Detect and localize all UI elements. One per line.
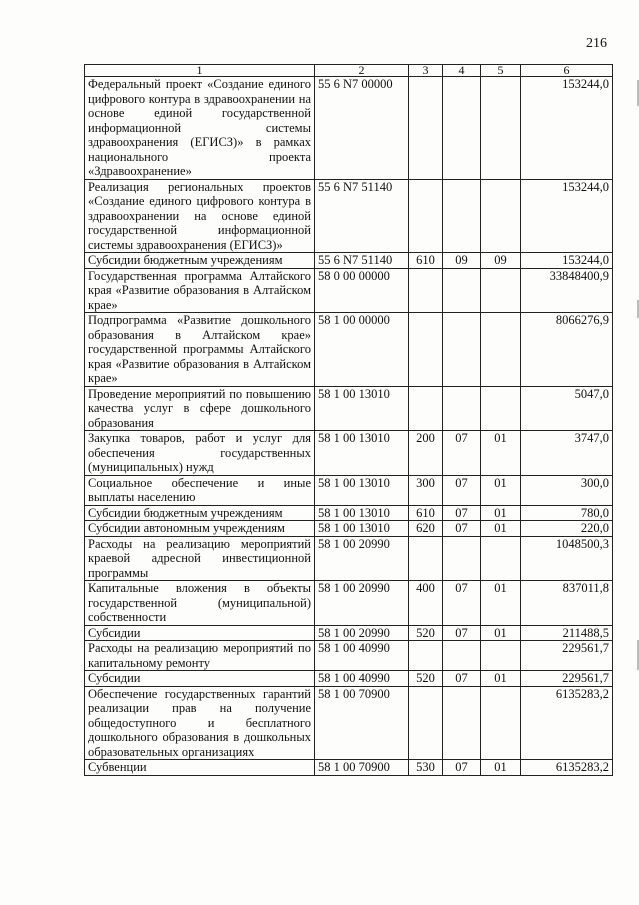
budget-table (84, 64, 613, 776)
row-pr-cell: 09 (481, 253, 521, 269)
row-pr-cell: 01 (481, 475, 521, 505)
row-code-cell: 58 0 00 00000 (315, 268, 409, 313)
row-vr-cell: 520 (409, 625, 443, 641)
row-vr-cell (409, 77, 443, 180)
row-pr-cell: 01 (481, 521, 521, 537)
table-row (85, 625, 613, 641)
row-sum-cell: 837011,8 (521, 581, 613, 626)
table-row (85, 253, 613, 269)
row-rz-cell: 07 (443, 671, 481, 687)
row-code-cell: 58 1 00 13010 (315, 386, 409, 431)
row-pr-cell: 01 (481, 671, 521, 687)
row-pr-cell (481, 686, 521, 760)
row-vr-cell (409, 313, 443, 387)
row-name-cell: Субсидии (85, 625, 315, 641)
row-name-cell: Субвенции (85, 760, 315, 776)
row-sum-cell: 33848400,9 (521, 268, 613, 313)
row-code-cell: 58 1 00 20990 (315, 581, 409, 626)
table-row (85, 179, 613, 253)
row-name-cell: Федеральный проект «Создание единого цифрового контура в здравоохранении на основе единой государственной информационной системы здравоохранения (ЕГИСЗ)» в рамках национального проекта «Здравоохранение» (85, 77, 315, 180)
row-code-cell: 58 1 00 13010 (315, 521, 409, 537)
row-pr-cell (481, 641, 521, 671)
table-row (85, 686, 613, 760)
row-name-cell: Субсидии (85, 671, 315, 687)
row-code-cell: 58 1 00 40990 (315, 671, 409, 687)
column-header: 1 (85, 65, 315, 77)
row-rz-cell (443, 179, 481, 253)
row-code-cell: 55 6 N7 51140 (315, 179, 409, 253)
row-rz-cell: 07 (443, 505, 481, 521)
row-vr-cell (409, 536, 443, 581)
row-code-cell: 58 1 00 40990 (315, 641, 409, 671)
table-row (85, 536, 613, 581)
row-code-cell: 58 1 00 00000 (315, 313, 409, 387)
row-name-cell: Реализация региональных проектов «Создание единого цифрового контура в здравоохранении на основе единой государственной информационной системы здравоохранения (ЕГИСЗ)» (85, 179, 315, 253)
row-rz-cell: 07 (443, 625, 481, 641)
row-name-cell: Капитальные вложения в объекты государственной (муниципальной) собственности (85, 581, 315, 626)
row-name-cell: Подпрограмма «Развитие дошкольного образования в Алтайском крае» государственной программы Алтайского края «Развитие образования в Алтайском крае» (85, 313, 315, 387)
row-code-cell: 58 1 00 13010 (315, 431, 409, 476)
row-pr-cell (481, 313, 521, 387)
row-pr-cell (481, 268, 521, 313)
row-sum-cell: 8066276,9 (521, 313, 613, 387)
row-sum-cell: 3747,0 (521, 431, 613, 476)
row-pr-cell: 01 (481, 760, 521, 776)
row-vr-cell: 530 (409, 760, 443, 776)
row-code-cell: 58 1 00 70900 (315, 760, 409, 776)
row-name-cell: Социальное обеспечение и иные выплаты населению (85, 475, 315, 505)
row-sum-cell: 229561,7 (521, 671, 613, 687)
row-name-cell: Субсидии бюджетным учреждениям (85, 505, 315, 521)
row-rz-cell: 07 (443, 431, 481, 476)
table-row (85, 760, 613, 776)
row-code-cell: 58 1 00 13010 (315, 475, 409, 505)
row-sum-cell: 300,0 (521, 475, 613, 505)
row-pr-cell: 01 (481, 625, 521, 641)
row-vr-cell: 620 (409, 521, 443, 537)
row-vr-cell (409, 268, 443, 313)
row-sum-cell: 229561,7 (521, 641, 613, 671)
row-vr-cell (409, 641, 443, 671)
column-header: 5 (481, 65, 521, 77)
row-vr-cell: 520 (409, 671, 443, 687)
row-code-cell: 58 1 00 70900 (315, 686, 409, 760)
row-rz-cell (443, 686, 481, 760)
row-pr-cell (481, 179, 521, 253)
row-rz-cell (443, 77, 481, 180)
table-header-row (85, 65, 613, 77)
row-sum-cell: 780,0 (521, 505, 613, 521)
row-rz-cell (443, 268, 481, 313)
row-code-cell: 55 6 N7 00000 (315, 77, 409, 180)
row-vr-cell: 610 (409, 505, 443, 521)
table-row (85, 475, 613, 505)
row-sum-cell: 1048500,3 (521, 536, 613, 581)
row-sum-cell: 220,0 (521, 521, 613, 537)
row-pr-cell (481, 386, 521, 431)
row-name-cell: Субсидии автономным учреждениям (85, 521, 315, 537)
row-vr-cell: 610 (409, 253, 443, 269)
table-row (85, 268, 613, 313)
row-vr-cell: 300 (409, 475, 443, 505)
table-row (85, 641, 613, 671)
row-vr-cell (409, 386, 443, 431)
row-pr-cell (481, 77, 521, 180)
row-vr-cell: 200 (409, 431, 443, 476)
row-vr-cell (409, 686, 443, 760)
column-header: 3 (409, 65, 443, 77)
row-vr-cell: 400 (409, 581, 443, 626)
row-sum-cell: 153244,0 (521, 179, 613, 253)
row-name-cell: Субсидии бюджетным учреждениям (85, 253, 315, 269)
row-sum-cell: 5047,0 (521, 386, 613, 431)
row-rz-cell (443, 386, 481, 431)
row-rz-cell: 09 (443, 253, 481, 269)
table-row (85, 521, 613, 537)
table-row (85, 581, 613, 626)
table-row (85, 386, 613, 431)
table-row (85, 77, 613, 180)
row-pr-cell: 01 (481, 581, 521, 626)
table-row (85, 671, 613, 687)
column-header: 6 (521, 65, 613, 77)
row-sum-cell: 6135283,2 (521, 686, 613, 760)
row-sum-cell: 6135283,2 (521, 760, 613, 776)
row-rz-cell: 07 (443, 581, 481, 626)
row-rz-cell: 07 (443, 521, 481, 537)
row-sum-cell: 211488,5 (521, 625, 613, 641)
column-header: 4 (443, 65, 481, 77)
column-header: 2 (315, 65, 409, 77)
row-vr-cell (409, 179, 443, 253)
row-name-cell: Государственная программа Алтайского края «Развитие образования в Алтайском крае» (85, 268, 315, 313)
row-name-cell: Обеспечение государственных гарантий реализации прав на получение общедоступного и бесплатного дошкольного образования в дошкольных образовательных организациях (85, 686, 315, 760)
row-rz-cell (443, 641, 481, 671)
row-code-cell: 55 6 N7 51140 (315, 253, 409, 269)
row-pr-cell: 01 (481, 431, 521, 476)
row-sum-cell: 153244,0 (521, 253, 613, 269)
row-code-cell: 58 1 00 13010 (315, 505, 409, 521)
table-row (85, 505, 613, 521)
row-rz-cell: 07 (443, 475, 481, 505)
row-name-cell: Расходы на реализацию мероприятий по капитальному ремонту (85, 641, 315, 671)
row-sum-cell: 153244,0 (521, 77, 613, 180)
row-rz-cell: 07 (443, 760, 481, 776)
row-code-cell: 58 1 00 20990 (315, 536, 409, 581)
row-rz-cell (443, 313, 481, 387)
page-number: 216 (586, 36, 607, 51)
row-rz-cell (443, 536, 481, 581)
row-pr-cell (481, 536, 521, 581)
table-row (85, 431, 613, 476)
row-name-cell: Закупка товаров, работ и услуг для обеспечения государственных (муниципальных) нужд (85, 431, 315, 476)
row-name-cell: Проведение мероприятий по повышению качества услуг в сфере дошкольного образования (85, 386, 315, 431)
table-row (85, 313, 613, 387)
row-code-cell: 58 1 00 20990 (315, 625, 409, 641)
row-name-cell: Расходы на реализацию мероприятий краевой адресной инвестиционной программы (85, 536, 315, 581)
row-pr-cell: 01 (481, 505, 521, 521)
